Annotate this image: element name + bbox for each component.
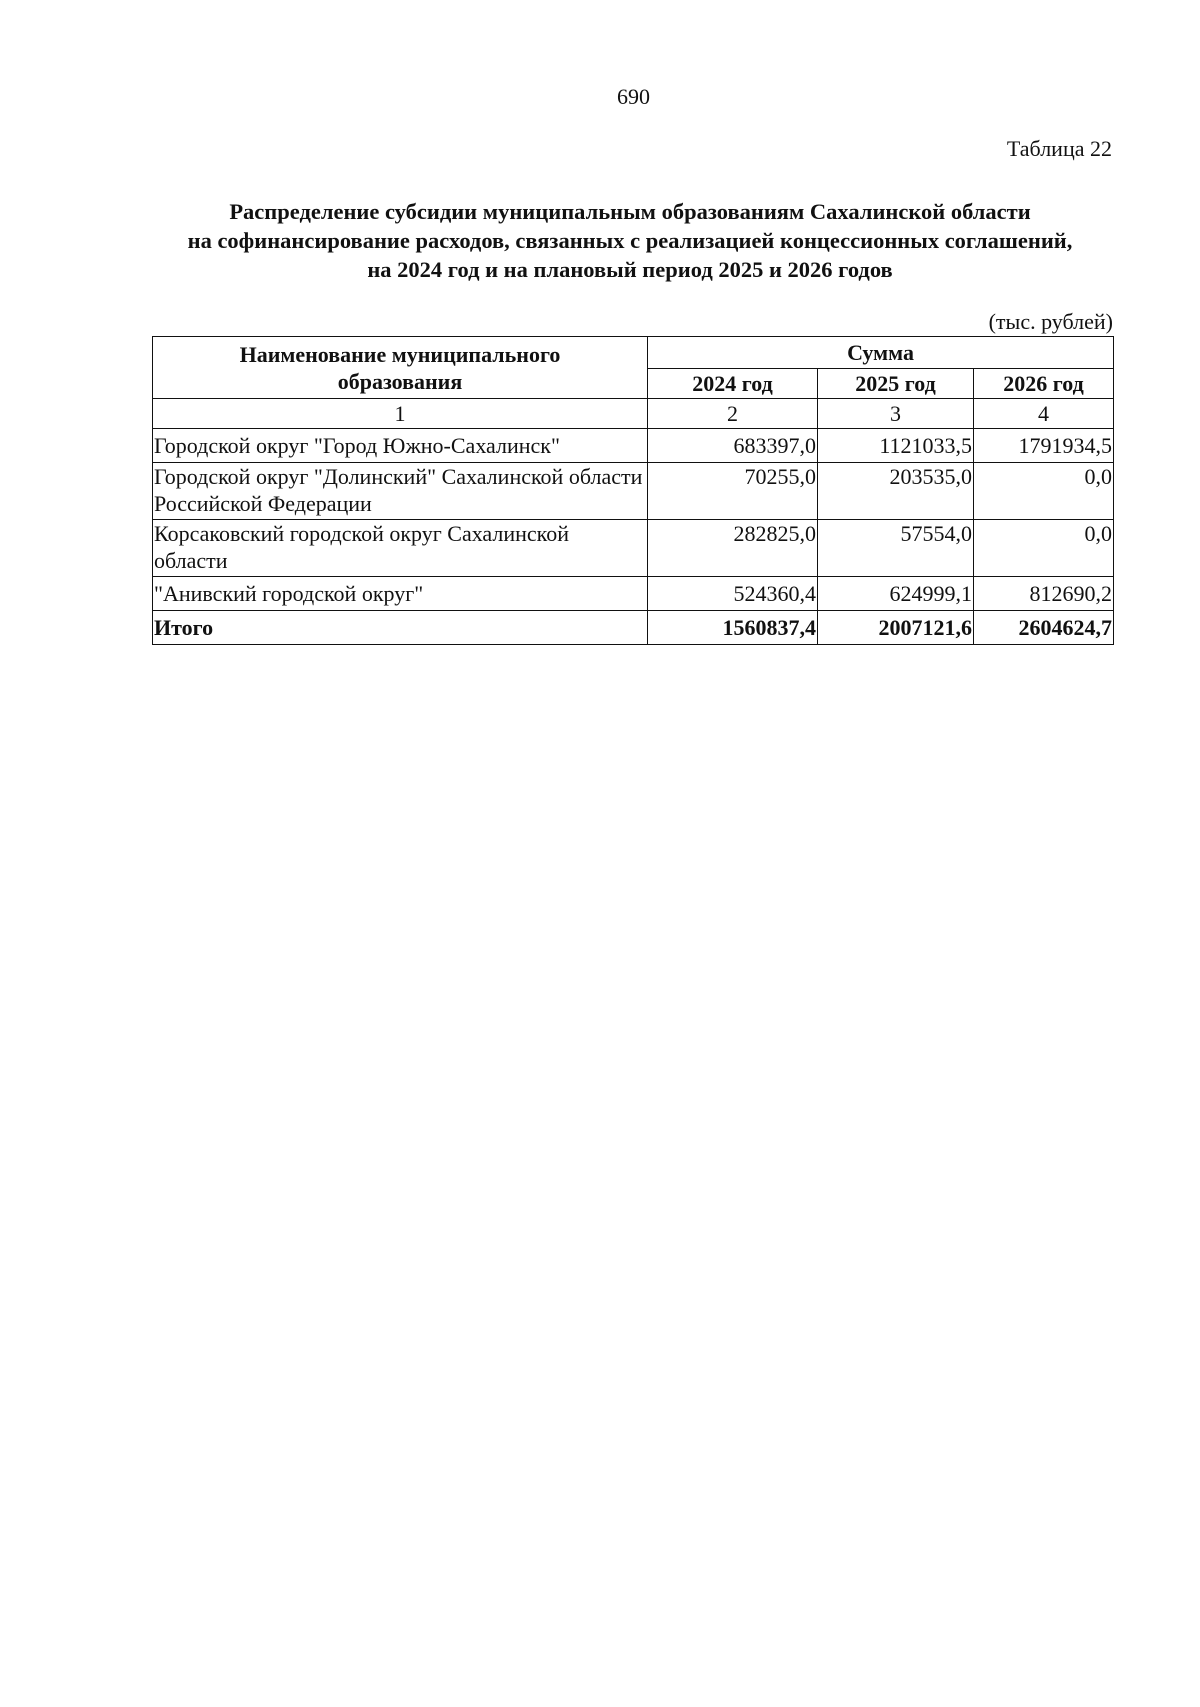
column-number: 3 [818, 399, 974, 429]
header-year-2026: 2026 год [974, 369, 1114, 399]
total-value-2024: 1560837,4 [648, 611, 818, 645]
subsidy-table [152, 336, 1114, 645]
row-value-2025: 624999,1 [818, 577, 974, 611]
title-line-3: на 2024 год и на плановый период 2025 и 2026 годов [367, 257, 893, 282]
column-numbers-row [153, 399, 1114, 429]
header-name: Наименование муниципального образования [153, 337, 648, 399]
row-value-2024: 524360,4 [648, 577, 818, 611]
row-name: Городской округ "Город Южно-Сахалинск" [153, 429, 648, 463]
title-line-2: на софинансирование расходов, связанных с реализацией концессионных соглашений, [187, 228, 1073, 253]
table-label: Таблица 22 [1006, 136, 1112, 161]
row-name: "Анивский городской округ" [153, 577, 648, 611]
table-row [153, 463, 1114, 520]
page-number: 690 [617, 84, 650, 109]
row-value-2025: 203535,0 [818, 463, 974, 520]
total-label: Итого [153, 611, 648, 645]
total-value-2026: 2604624,7 [974, 611, 1114, 645]
column-number: 2 [648, 399, 818, 429]
table-row [153, 577, 1114, 611]
total-value-2025: 2007121,6 [818, 611, 974, 645]
column-number: 1 [153, 399, 648, 429]
header-year-2024: 2024 год [648, 369, 818, 399]
header-year-2025: 2025 год [818, 369, 974, 399]
row-value-2024: 282825,0 [648, 520, 818, 577]
total-row [153, 611, 1114, 645]
document-title [150, 197, 1110, 284]
row-value-2026: 0,0 [974, 520, 1114, 577]
title-line-1: Распределение субсидии муниципальным образованиям Сахалинской области [229, 199, 1031, 224]
row-value-2024: 70255,0 [648, 463, 818, 520]
row-value-2026: 1791934,5 [974, 429, 1114, 463]
row-value-2024: 683397,0 [648, 429, 818, 463]
table-row [153, 429, 1114, 463]
row-name: Корсаковский городской округ Сахалинской области [153, 520, 648, 577]
units-label: (тыс. рублей) [988, 309, 1113, 334]
row-value-2025: 1121033,5 [818, 429, 974, 463]
table-header-row [153, 337, 1114, 369]
header-sum: Сумма [648, 337, 1114, 369]
row-value-2026: 812690,2 [974, 577, 1114, 611]
row-value-2025: 57554,0 [818, 520, 974, 577]
table-row [153, 520, 1114, 577]
row-name: Городской округ "Долинский" Сахалинской области Российской Федерации [153, 463, 648, 520]
row-value-2026: 0,0 [974, 463, 1114, 520]
column-number: 4 [974, 399, 1114, 429]
